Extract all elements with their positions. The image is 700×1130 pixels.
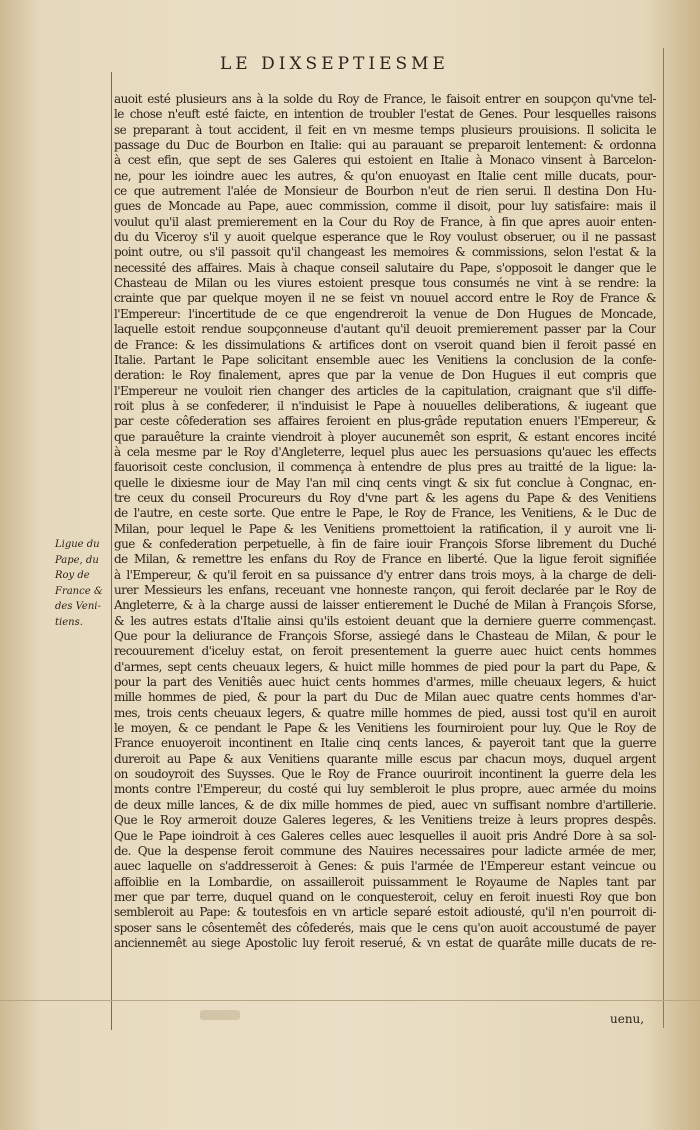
catchword: uenu, (610, 1012, 645, 1026)
text-line: se preparant à tout accident, il feit en vn mesme temps plusieurs prouisions. Il solicita le (114, 122, 656, 137)
text-line: deration: le Roy finalement, apres que par la venue de Don Hugues il eut compris que (114, 368, 656, 383)
text-line: le moyen, & ce pendant le Pape & les Venitiens les fourniroient pour luy. Que le Roy de (114, 721, 656, 736)
text-line: du du Viceroy s'il y auoit quelque esperance que le Roy voulust obseruer, ou il ne passast (114, 230, 656, 245)
text-line: & les autres estats d'Italie ainsi qu'ils estoient deuant que la derniere guerre commençast. (114, 613, 656, 628)
text-line: Que pour la deliurance de François Sforse, assiegé dans le Chasteau de Milan, & pour le (114, 629, 656, 644)
text-line: mer que par terre, duquel quand on le conquesteroit, celuy en feroit inuesti Roy que bon (114, 889, 656, 904)
text-line: roit plus à se confederer, il n'induisist le Pape à nouuelles deliberations, & iugeant que (114, 398, 656, 413)
text-line: Angleterre, & à la charge aussi de laisser entierement le Duché de Milan à François Sforse, (114, 598, 656, 613)
margin-rule-left (111, 72, 112, 1030)
margin-rule-right (663, 48, 664, 1028)
text-line: auec laquelle on s'addresseroit à Genes: & puis l'armée de l'Empereur estant veincue ou (114, 859, 656, 874)
text-line: laquelle estoit rendue soupçonneuse d'autant qu'il deuoit premierement passer par la Cour (114, 322, 656, 337)
running-head: LE DIXSEPTIESME (220, 54, 449, 74)
text-line: Italie. Partant le Pape solicitant ensemble auec les Venitiens la conclusion de la confe- (114, 352, 656, 367)
text-line: Que le Pape ioindroit à ces Galeres celles auec lesquelles il auoit pris André Dore à sa sol- (114, 828, 656, 843)
text-line: de. Que la despense feroit commune des Nauires necessaires pour ladicte armée de mer, (114, 843, 656, 858)
text-line: monts contre l'Empereur, du costé qui luy sembleroit le plus propre, auec armée du moins (114, 782, 656, 797)
text-line: Que le Roy armeroit douze Galeres legeres, & les Venitiens treize à leurs propres despês. (114, 813, 656, 828)
text-line: affoiblie en la Lombardie, on assailleroit puissamment le Royaume de Naples tant par (114, 874, 656, 889)
text-line: ce que autrement l'alée de Monsieur de Bourbon n'eut de rien serui. Il destina Don Hu- (114, 184, 656, 199)
text-line: que parauêture la crainte viendroit à ployer aucunemêt son esprit, & estant encores incité (114, 429, 656, 444)
text-line: France enuoyeroit incontinent en Italie cinq cents lances, & payeroit tant que la guerre (114, 736, 656, 751)
text-line: tre ceux du conseil Procureurs du Roy d'vne part & les agens du Pape & des Venitiens (114, 490, 656, 505)
ink-stain (200, 1010, 240, 1020)
text-line: quelle le dixiesme iour de May l'an mil cinq cents vingt & six fut conclue à Congnac, en- (114, 475, 656, 490)
margin-note-line: tiens. (55, 616, 83, 628)
text-line: d'armes, sept cents cheuaux legers, & huict mille hommes de pied pour la part du Pape, & (114, 659, 656, 674)
text-line: de deux mille lances, & de dix mille hommes de pied, auec vn suffisant nombre d'artillerie. (114, 797, 656, 812)
text-line: sembleroit au Pape: & toutesfois en vn article separé estoit adiousté, qu'il n'en pourroit di- (114, 905, 656, 920)
margin-note-line: des Veni- (55, 601, 101, 613)
margin-note-line: Roy de (55, 570, 90, 582)
margin-note-line: Ligue du (55, 539, 100, 550)
text-line: dureroit au Pape & aux Venitiens quarante mille escus par chacun moys, duquel argent (114, 751, 656, 766)
text-line: de Milan, & remettre les enfans du Roy de France en liberté. Que la ligue feroit signifiée (114, 552, 656, 567)
text-line: gues de Moncade au Pape, auec commission, comme il disoit, pour luy satisfaire: mais il (114, 199, 656, 214)
text-line: fauorisoit ceste conclusion, il commença à entendre de plus pres au traitté de la ligue: la- (114, 460, 656, 475)
text-line: de l'autre, en ceste sorte. Que entre le Pape, le Roy de France, les Venitiens, & le Duc de (114, 506, 656, 521)
text-line: gue & confederation perpetuelle, à fin de faire iouir François Sforse librement du Duché (114, 536, 656, 551)
text-line: sposer sans le côsentemêt des côfederés, mais que le cens qu'on auoit accoustumé de payer (114, 920, 656, 935)
text-line: l'Empereur: l'incertitude de ce que engendreroit la venue de Don Hugues de Moncade, (114, 306, 656, 321)
text-line: point outre, ou s'il passoit qu'il changeast les memoires & commissions, selon l'estat & la (114, 245, 656, 260)
text-line: à cest efin, que sept de ses Galeres qui estoient en Italie à Monaco vinsent à Barcelon- (114, 153, 656, 168)
text-line: mes, trois cents cheuaux legers, & quatre mille hommes de pied, aussi tost qu'il en auroit (114, 705, 656, 720)
text-line: à l'Empereur, & qu'il feroit en sa puissance d'y entrer dans trois moys, à la charge de deli- (114, 567, 656, 582)
text-line: l'Empereur ne vouloit rien changer des articles de la capitulation, craignant que s'il diffe- (114, 383, 656, 398)
page-crease (0, 1000, 700, 1001)
text-line: à cela mesme par le Roy d'Angleterre, lequel plus auec les persuasions qu'auec les effects (114, 444, 656, 459)
text-line: on soudoyroit des Suysses. Que le Roy de France ouuriroit incontinent la guerre dela les (114, 767, 656, 782)
margin-note-line: Pape, du (55, 554, 99, 566)
text-line: Milan, pour lequel le Pape & les Venitiens promettoient la ratification, il y auroit vne li- (114, 521, 656, 536)
text-line: pour la part des Venitiês auec huict cents hommes d'armes, mille cheuaux legers, & huict (114, 675, 656, 690)
text-line: recouurement d'iceluy estat, on feroit presentement la guerre auec huict cents hommes (114, 644, 656, 659)
text-line: auoit esté plusieurs ans à la solde du Roy de France, le faisoit entrer en soupçon qu'vne tel- (114, 92, 656, 106)
text-line: anciennemêt au siege Apostolic luy feroit reserué, & vn estat de quarâte mille ducats de re- (114, 935, 656, 950)
text-line: de France: & les dissimulations & artifices dont on vseroit quand bien il feroit passé en (114, 337, 656, 352)
text-line: voulut qu'il alast premierement en la Cour du Roy de France, à fin que apres auoir enten- (114, 214, 656, 229)
text-line: par ceste côfederation ses affaires feroient en plus-grâde reputation enuers l'Empereur, & (114, 414, 656, 429)
margin-note (55, 537, 107, 631)
margin-note-line: France & (55, 585, 103, 597)
text-line: ne, pour les ioindre auec les autres, & qu'on enuoyast en Italie cent mille ducats, pour- (114, 168, 656, 183)
text-line: urer Messieurs les enfans, receuant vne honneste rançon, qui feroit declarée par le Roy de (114, 583, 656, 597)
text-line: crainte que par quelque moyen il ne se feist vn nouuel accord entre le Roy de France & (114, 291, 656, 306)
text-line: le chose n'euft esté faicte, en intention de troubler l'estat de Genes. Pour lesquelles raisons (114, 107, 656, 122)
text-line: passage du Duc de Bourbon en Italie: qui au parauant se preparoit lentement: & ordonna (114, 138, 656, 153)
text-line: mille hommes de pied, & pour la part du Duc de Milan auec quatre cents hommes d'ar- (114, 690, 656, 705)
body-text (114, 92, 656, 951)
text-line: necessité des affaires. Mais à chaque conseil salutaire du Pape, s'opposoit le danger que le (114, 260, 656, 275)
text-line: Chasteau de Milan ou les viures estoient presque tous consumés ne vint à se rendre: la (114, 276, 656, 291)
